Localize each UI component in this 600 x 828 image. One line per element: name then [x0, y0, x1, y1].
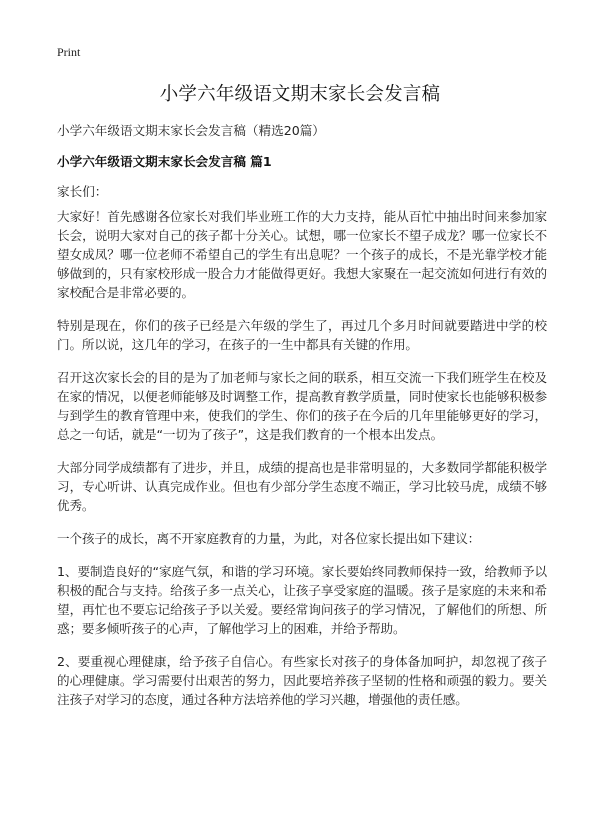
body-text: [57, 207, 547, 723]
paragraph-6: 1、要制造良好的“家庭气氛，和谐的学习环境。家长要始终同教师保持一致，给教师予以积极的配合与支持。给孩子多一点关心，让孩子享受家庭的温暖。孩子是家庭的未来和希望，再忙也不要忘记给孩子予以关爱。要经常询问孩子的学习情况，了解他们的所想、所惑；要多倾听孩子的心声，了解他学习上的困难，并给予帮助。: [57, 564, 547, 636]
document-subtitle: 小学六年级语文期末家长会发言稿（精选20篇）: [57, 123, 325, 138]
paragraph-2: 特别是现在，你们的孩子已经是六年级的学生了，再过几个多月时间就要踏进中学的校门。所以说，这几年的学习，在孩子的一生中都具有关键的作用。: [57, 318, 547, 352]
paragraph-7: 2、要重视心理健康，给予孩子自信心。有些家长对孩子的身体备加呵护，却忽视了孩子的心理健康。学习需要付出艰苦的努力，因此要培养孩子坚韧的性格和顽强的毅力。要关注孩子对学习的态度，通过各种方法培养他的学习兴趣，增强他的责任感。: [57, 654, 547, 707]
page-title: 小学六年级语文期末家长会发言稿: [159, 84, 441, 105]
paragraph-1: 大家好！首先感谢各位家长对我们毕业班工作的大力支持，能从百忙中抽出时间来参加家长会，说明大家对自己的孩子都十分关心。试想，哪一位家长不望子成龙？哪一位家长不望女成凤？哪一位老师不希望自己的学生有出息呢？一个孩子的成长，不是光靠学校才能够做到的，只有家校形成一股合力才能做得更好。我想大家聚在一起交流如何进行有效的家校配合是非常必要的。: [57, 209, 547, 300]
section-heading: 小学六年级语文期末家长会发言稿 篇1: [57, 154, 272, 169]
paragraph-4: 大部分同学成绩都有了进步，并且，成绩的提高也是非常明显的，大多数同学都能积极学习，专心听讲、认真完成作业。但也有少部分学生态度不端正，学习比较马虎，成绩不够优秀。: [57, 460, 547, 513]
paragraph-3: 召开这次家长会的目的是为了加老师与家长之间的联系，相互交流一下我们班学生在校及在家的情况，以便老师能够及时调整工作，提高教育教学质量，同时使家长也能够积极参与到学生的教育管理中来，使我们的学生、你们的孩子在今后的几年里能够更好的学习，总之一句话，就是“一切为了孩子”，这是我们教育的一个根本出发点。: [57, 370, 547, 442]
paragraph-5: 一个孩子的成长，离不开家庭教育的力量，为此，对各位家长提出如下建议：: [57, 531, 481, 546]
greeting: 家长们：: [57, 184, 108, 199]
print-label: Print: [57, 45, 81, 59]
